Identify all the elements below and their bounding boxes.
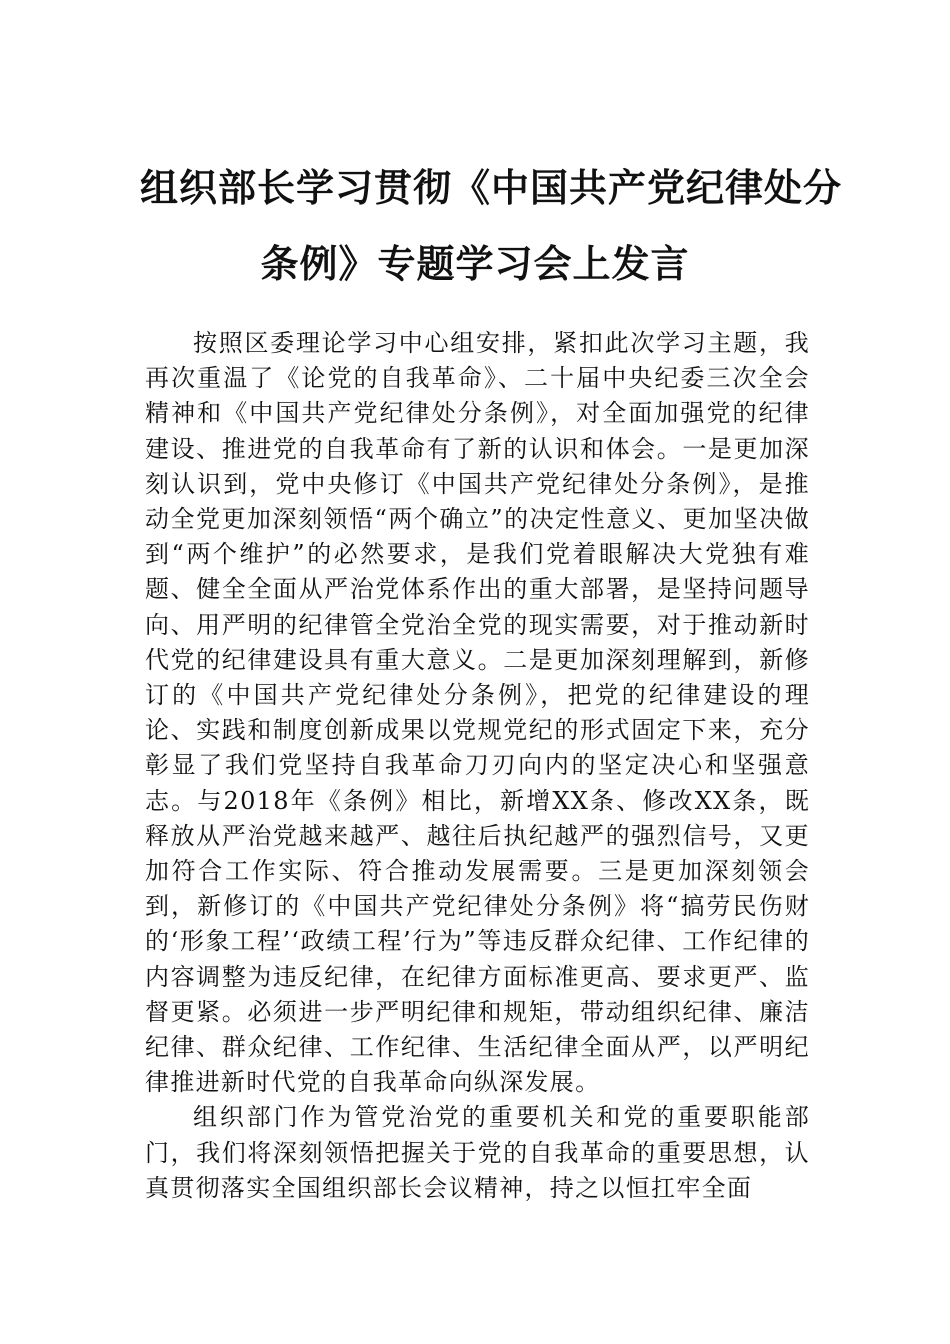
document-title — [140, 150, 843, 302]
title-line-2: 条例》专题学习会上发言 — [260, 241, 690, 286]
paragraph-1: 按照区委理论学习中心组安排，紧扣此次学习主题，我再次重温了《论党的自我革命》、二十届中央纪委三次全会精神和《中国共产党纪律处分条例》，对全面加强党的纪律建设、推进党的自我革命有了新的认识和体会。一是更加深刻认识到，党中央修订《中国共产党纪律处分条例》，是推动全党更加深刻领悟“两个确立”的决定性意义、更加坚决做到“两个维护”的必然要求，是我们党着眼解决大党独有难题、健全全面从严治党体系作出的重大部署，是坚持问题导向、用严明的纪律管全党治全党的现实需要，对于推动新时代党的纪律建设具有重大意义。二是更加深刻理解到，新修订的《中国共产党纪律处分条例》，把党的纪律建设的理论、实践和制度创新成果以党规党纪的形式固定下来，充分彰显了我们党坚持自我革命刀刃向内的坚定决心和坚强意志。与2018年《条例》相比，新增XX条、修改XX条，既释放从严治党越来越严、越往后执纪越严的强烈信号，又更加符合工作实际、符合推动发展需要。三是更加深刻领会到，新修订的《中国共产党纪律处分条例》将“搞劳民伤财的‘形象工程’‘政绩工程’行为”等违反群众纪律、工作纪律的内容调整为违反纪律，在纪律方面标准更高、要求更严、监督更紧。必须进一步严明纪律和规矩，带动组织纪律、廉洁纪律、群众纪律、工作纪律、生活纪律全面从严，以严明纪律推进新时代党的自我革命向纵深发展。 — [145, 329, 810, 1097]
paragraph-2: 组织部门作为管党治党的重要机关和党的重要职能部门，我们将深刻领悟把握关于党的自我革命的重要思想，认真贯彻落实全国组织部长会议精神，持之以恒扛牢全面 — [145, 1103, 810, 1202]
title-line-1: 组织部长学习贯彻《中国共产党纪律处分 — [140, 165, 843, 210]
document-body — [145, 326, 810, 1206]
